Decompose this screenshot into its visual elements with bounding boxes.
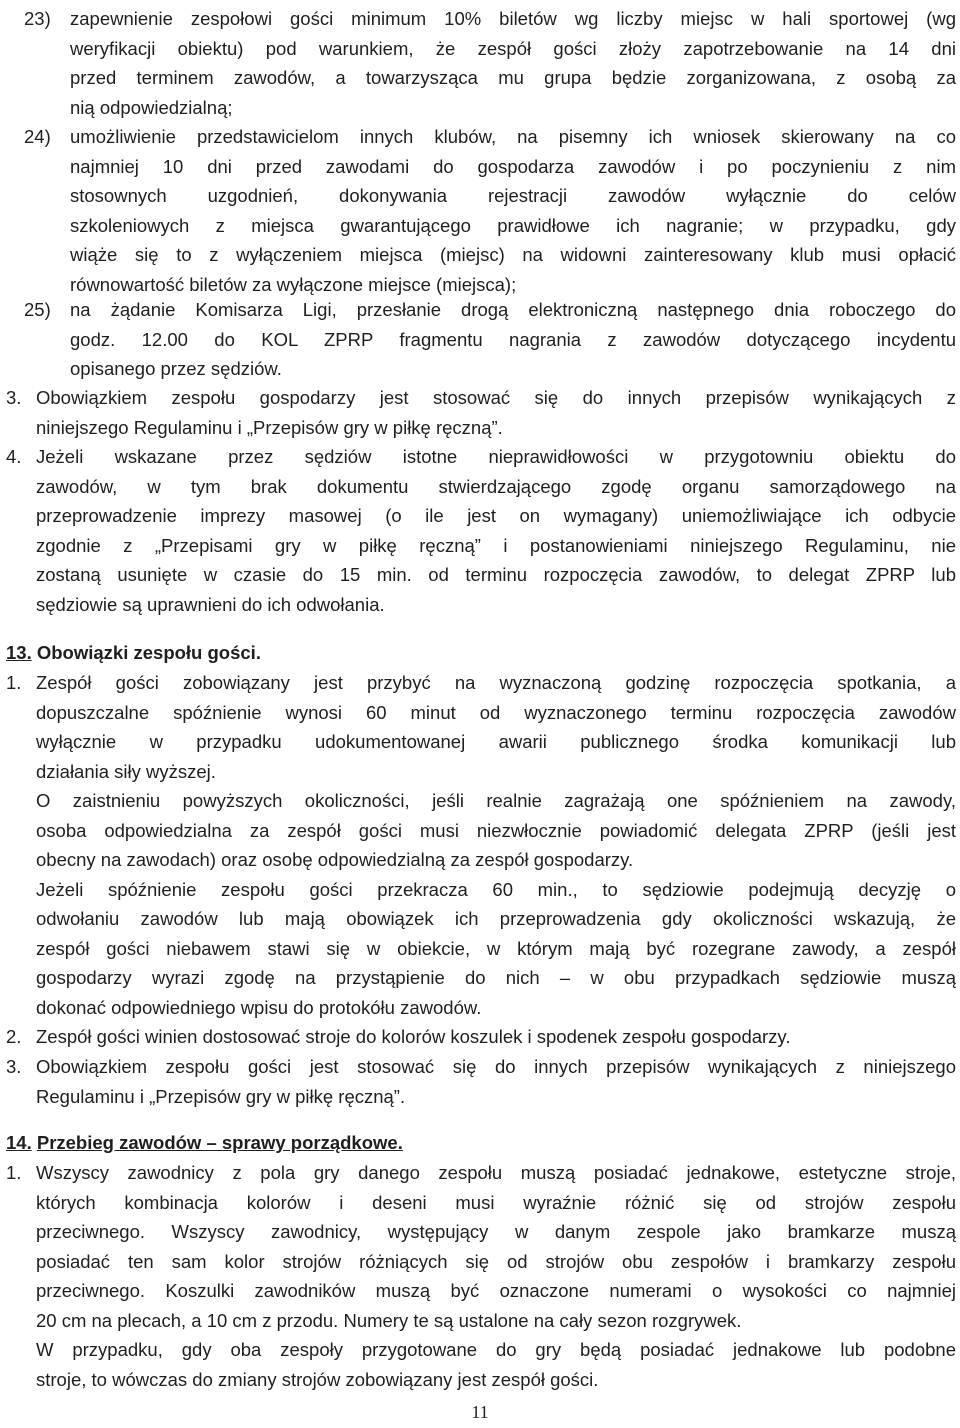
text-line: Zespół gości winien dostosować stroje do kolorów koszulek i spodenek zespołu gospodarzy.: [36, 1026, 791, 1047]
text-line: zgodnie z „Przepisami gry w piłkę ręczną” i postanowieniami niniejszego Regulaminu, nie: [36, 534, 956, 556]
text-line: zostaną usunięte w czasie do 15 min. od terminu rozpoczęcia zawodów, to delegat ZPRP lub: [36, 564, 956, 585]
text-line: najmniej 10 dni przed zawodami do gospodarza zawodów i po poczynieniu z nim: [70, 155, 956, 177]
text-line: stosownych uzgodnień, dokonywania rejestracji zawodów wyłącznie do celów: [70, 185, 956, 206]
text-line: na żądanie Komisarza Ligi, przesłanie drogą elektroniczną następnego dnia roboczego do: [70, 299, 956, 320]
text-line: wyłącznie w przypadku udokumentowanej awarii publicznego środka komunikacji lub: [36, 731, 956, 752]
item-number: 4.: [6, 446, 22, 467]
list-item-14-1: [6, 1158, 956, 1394]
text-line: gospodarzy wyrazi zgodę na przystąpienie do nich – w obu przypadkach sędziowie muszą: [36, 967, 956, 988]
text-line: opisanego przez sędziów.: [70, 358, 282, 379]
text-line: przeprowadzenie imprezy masowej (o ile jest on wymagany) uniemożliwiające ich odbycie: [36, 505, 956, 526]
text-line: dokonać odpowiedniego wpisu do protokółu zawodów.: [36, 996, 482, 1018]
section-title: Obowiązki zespołu gości.: [36, 642, 261, 663]
text-line: weryfikacji obiektu) pod warunkiem, że zespół gości złoży zapotrzebowanie na 14 dni: [70, 37, 956, 59]
text-line: Jeżeli wskazane przez sędziów istotne nieprawidłowości w przygotowniu obiektu do: [36, 446, 956, 467]
list-item-13-2: [6, 1022, 956, 1052]
list-item-4: [6, 442, 956, 619]
item-number: 25): [24, 299, 51, 320]
list-item-13-3: [6, 1052, 956, 1111]
text-line: W przypadku, gdy oba zespoły przygotowane do gry będą posiadać jednakowe lub podobne: [36, 1339, 956, 1360]
text-line: godz. 12.00 do KOL ZPRP fragmentu nagrania z zawodów dotyczącego incydentu: [70, 328, 956, 350]
text-line: osoba odpowiedzialna za zespół gości musi niezwłocznie powiadomić delegata ZPRP (jeśli jest: [36, 819, 956, 841]
section-heading-14: [6, 1128, 403, 1158]
text-line: zespół gości niebawem stawi się w obiekcie, w którym mają być rozegrane zawody, a zespół: [36, 937, 956, 959]
text-line: przeciwnego. Wszyscy zawodnicy, występujący w danym zespole jako bramkarze muszą: [36, 1221, 956, 1242]
text-line: zawodów, w tym brak dokumentu stwierdzającego zgodę organu samorządowego na: [36, 475, 956, 497]
text-line: niniejszego Regulaminu i „Przepisów gry w piłkę ręczną”.: [36, 416, 503, 438]
item-number: 1.: [6, 1162, 22, 1183]
item-number: 2.: [6, 1026, 22, 1047]
text-line: zapewnienie zespołowi gości minimum 10% biletów wg liczby miejsc w hali sportowej (wg: [70, 8, 956, 29]
text-line: odwołaniu zawodów lub mają obowiązek ich przeprowadzenia gdy okoliczności wskazują, że: [36, 908, 956, 929]
item-number: 24): [24, 126, 51, 147]
text-line: szkoleniowych z miejsca gwarantującego prawidłowe ich nagranie; w przypadku, gdy: [70, 214, 956, 236]
list-item-13-1: [6, 668, 956, 1022]
text-line: Obowiązkiem zespołu gospodarzy jest stosować się do innych przepisów wynikających z: [36, 387, 956, 408]
section-number: 14.: [6, 1132, 32, 1153]
list-item-23: [24, 4, 956, 122]
section-heading-13: [6, 638, 261, 668]
list-item-25: [24, 295, 956, 384]
item-number: 3.: [6, 1056, 22, 1077]
text-line: działania siły wyższej.: [36, 760, 216, 782]
list-item-3: [6, 383, 956, 442]
text-line: umożliwienie przedstawicielom innych klubów, na pisemny ich wniosek skierowany na co: [70, 126, 956, 147]
text-line: posiadać ten sam kolor strojów różniących się od strojów obu zespołów i bramkarzy zespołu: [36, 1250, 956, 1272]
text-line: nią odpowiedzialną;: [70, 96, 233, 118]
text-line: Obowiązkiem zespołu gości jest stosować się do innych przepisów wynikających z niniejszego: [36, 1056, 956, 1077]
list-item-24: [24, 122, 956, 299]
text-line: równowartość biletów za wyłączone miejsce (miejsca);: [70, 273, 517, 295]
page-number: 11: [471, 1402, 489, 1422]
text-line: Regulaminu i „Przepisów gry w piłkę ręczną”.: [36, 1085, 406, 1107]
text-line: 20 cm na plecach, a 10 cm z przodu. Numery te są ustalone na cały sezon rozgrywek.: [36, 1309, 742, 1331]
text-line: przed terminem zawodów, a towarzysząca mu grupa będzie zorganizowana, z osobą za: [70, 67, 956, 88]
text-line: Zespół gości zobowiązany jest przybyć na wyznaczoną godzinę rozpoczęcia spotkania, a: [36, 672, 956, 693]
text-line: wiąże się to z wyłączeniem miejsca (miejsc) na widowni zainteresowany klub musi opłacić: [70, 244, 956, 265]
item-number: 1.: [6, 672, 22, 693]
text-line: stroje, to wówczas do zmiany strojów zobowiązany jest zespół gości.: [36, 1368, 599, 1390]
text-line: dopuszczalne spóźnienie wynosi 60 minut od wyznaczonego terminu rozpoczęcia zawodów: [36, 701, 956, 723]
text-line: Jeżeli spóźnienie zespołu gości przekracza 60 min., to sędziowie podejmują decyzję o: [36, 878, 956, 900]
text-line: O zaistnieniu powyższych okoliczności, jeśli realnie zagrażają one spóźnieniem na zawody,: [36, 790, 956, 811]
item-number: 23): [24, 8, 51, 29]
text-line: przeciwnego. Koszulki zawodników muszą być oznaczone numerami o wysokości co najmniej: [36, 1280, 956, 1301]
section-title: Przebieg zawodów – sprawy porządkowe.: [36, 1132, 403, 1153]
text-line: sędziowie są uprawnieni do ich odwołania.: [36, 593, 385, 615]
text-line: obecny na zawodach) oraz osobę odpowiedzialną za zespół gospodarzy.: [36, 849, 634, 870]
text-line: Wszyscy zawodnicy z pola gry danego zespołu muszą posiadać jednakowe, estetyczne stroje,: [36, 1162, 956, 1183]
text-line: których kombinacja kolorów i deseni musi wyraźnie różnić się od strojów zespołu: [36, 1191, 956, 1213]
section-number: 13.: [6, 642, 32, 663]
item-number: 3.: [6, 387, 22, 408]
